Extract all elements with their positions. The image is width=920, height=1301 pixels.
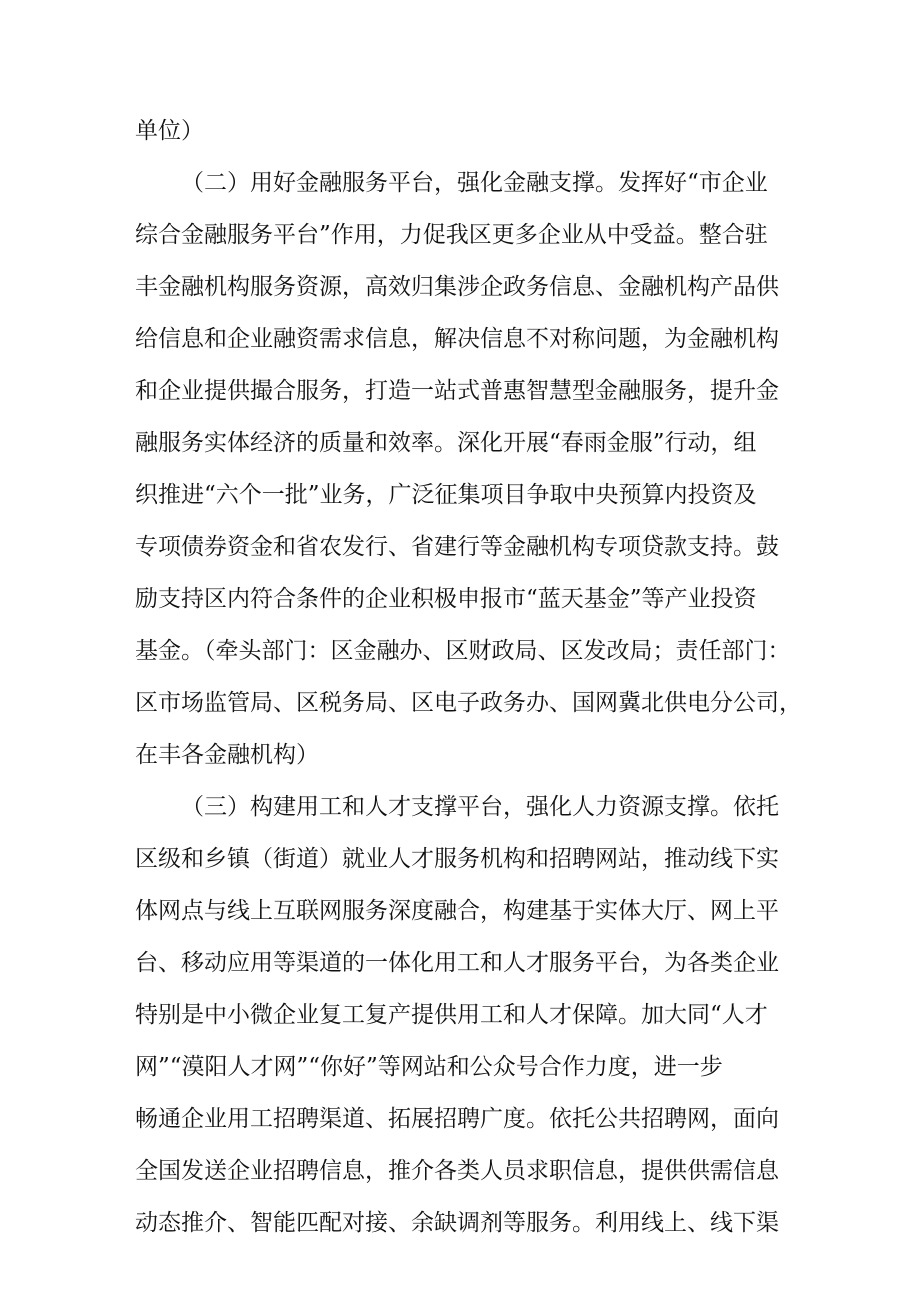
line-text: （二）用好金融服务平台，强化金融支撑。发挥好“市企业 xyxy=(181,170,768,196)
text-line xyxy=(0,998,920,1032)
text-line xyxy=(0,946,920,980)
line-text: 畅通企业用工招聘渠道、拓展招聘广度。依托公共招聘网，面向 xyxy=(135,1106,779,1132)
text-line xyxy=(0,530,920,564)
paragraph-first-line xyxy=(0,166,920,200)
text-line xyxy=(0,634,920,668)
line-text: 单位） xyxy=(135,118,204,144)
line-text: 织推进“六个一批”业务，广泛征集项目争取中央预算内投资及 xyxy=(135,482,757,508)
text-line xyxy=(0,1206,920,1240)
text-line xyxy=(0,1050,920,1084)
text-line xyxy=(0,478,920,512)
text-line xyxy=(0,738,920,772)
text-line xyxy=(0,686,920,720)
line-text: 台、移动应用等渠道的一体化用工和人才服务平台，为各类企业 xyxy=(135,950,779,976)
paragraph-first-line xyxy=(0,790,920,824)
text-line xyxy=(0,426,920,460)
text-line xyxy=(0,1102,920,1136)
line-text: 丰金融机构服务资源，高效归集涉企政务信息、金融机构产品供 xyxy=(135,274,779,300)
text-line xyxy=(0,582,920,616)
text-line xyxy=(0,374,920,408)
line-text: （三）构建用工和人才支撑平台，强化人力资源支撑。依托 xyxy=(181,794,779,820)
line-text: 基金。（牵头部门：区金融办、区财政局、区发改局；责任部门： xyxy=(135,638,791,664)
text-line xyxy=(0,842,920,876)
line-text: 区级和乡镇（街道）就业人才服务机构和招聘网站，推动线下实 xyxy=(135,846,779,872)
line-text: 给信息和企业融资需求信息，解决信息不对称问题，为金融机构 xyxy=(135,326,779,352)
line-text: 融服务实体经济的质量和效率。深化开展“春雨金服”行动，组 xyxy=(135,430,757,456)
text-line xyxy=(0,218,920,252)
line-text: 网”“漠阳人才网”“你好”等网站和公众号合作力度，进一步 xyxy=(135,1054,723,1080)
text-line xyxy=(0,322,920,356)
line-text: 励支持区内符合条件的企业积极申报市“蓝天基金”等产业投资 xyxy=(135,586,757,612)
line-text: 综合金融服务平台”作用，力促我区更多企业从中受益。整合驻 xyxy=(135,222,768,248)
line-text: 在丰各金融机构） xyxy=(135,742,319,768)
line-text: 和企业提供撮合服务，打造一站式普惠智慧型金融服务，提升金 xyxy=(135,378,779,404)
line-text: 专项债券资金和省农发行、省建行等金融机构专项贷款支持。鼓 xyxy=(135,534,779,560)
line-text: 区市场监管局、区税务局、区电子政务办、国网冀北供电分公司， xyxy=(135,690,802,716)
line-text: 动态推介、智能匹配对接、余缺调剂等服务。利用线上、线下渠 xyxy=(135,1210,779,1236)
line-text: 特别是中小微企业复工复产提供用工和人才保障。加大同“人才 xyxy=(135,1002,768,1028)
line-text: 体网点与线上互联网服务深度融合，构建基于实体大厅、网上平 xyxy=(135,898,779,924)
text-line xyxy=(0,894,920,928)
text-line xyxy=(0,1154,920,1188)
line-text: 全国发送企业招聘信息，推介各类人员求职信息，提供供需信息 xyxy=(135,1158,779,1184)
text-line xyxy=(0,114,920,148)
text-line xyxy=(0,270,920,304)
